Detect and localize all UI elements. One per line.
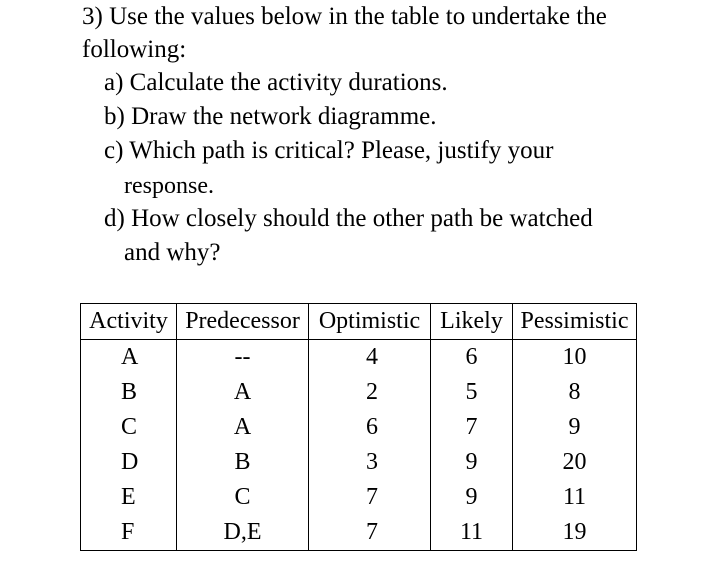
- cell-activity: F: [81, 515, 177, 551]
- cell-activity: A: [81, 340, 177, 376]
- part-b-text: b) Draw the network diagramme.: [104, 103, 437, 130]
- cell-likely: 6: [431, 340, 513, 376]
- table-row: [81, 445, 637, 480]
- cell-predecessor: A: [177, 375, 309, 410]
- table-header-row: [81, 304, 637, 340]
- table-row: [81, 410, 637, 445]
- header-likely: Likely: [431, 304, 513, 340]
- cell-optimistic: 7: [309, 480, 431, 515]
- cell-activity: B: [81, 375, 177, 410]
- header-optimistic: Optimistic: [309, 304, 431, 340]
- cell-likely: 9: [431, 480, 513, 515]
- cell-likely: 5: [431, 375, 513, 410]
- cell-likely: 9: [431, 445, 513, 480]
- activity-table: [80, 303, 637, 551]
- table-row: [81, 515, 637, 551]
- table-row: [81, 480, 637, 515]
- part-d-text-line-2: and why?: [124, 239, 221, 266]
- cell-pessimistic: 11: [513, 480, 637, 515]
- cell-likely: 11: [431, 515, 513, 551]
- question-line-1: 3) Use the values below in the table to undertake the: [82, 3, 607, 30]
- cell-pessimistic: 10: [513, 340, 637, 376]
- cell-activity: E: [81, 480, 177, 515]
- question-line-2: following:: [82, 36, 187, 63]
- cell-pessimistic: 19: [513, 515, 637, 551]
- cell-pessimistic: 9: [513, 410, 637, 445]
- cell-predecessor: D,E: [177, 515, 309, 551]
- part-c-text-line-1: c) Which path is critical? Please, justify your: [104, 137, 554, 164]
- cell-optimistic: 2: [309, 375, 431, 410]
- cell-predecessor: B: [177, 445, 309, 480]
- cell-pessimistic: 8: [513, 375, 637, 410]
- part-c-text-line-2: response.: [124, 173, 214, 199]
- cell-predecessor: A: [177, 410, 309, 445]
- cell-optimistic: 4: [309, 340, 431, 376]
- cell-activity: C: [81, 410, 177, 445]
- cell-activity: D: [81, 445, 177, 480]
- cell-optimistic: 7: [309, 515, 431, 551]
- table-row: [81, 340, 637, 376]
- cell-pessimistic: 20: [513, 445, 637, 480]
- cell-likely: 7: [431, 410, 513, 445]
- header-predecessor: Predecessor: [177, 304, 309, 340]
- cell-predecessor: --: [177, 340, 309, 376]
- table-row: [81, 375, 637, 410]
- cell-optimistic: 3: [309, 445, 431, 480]
- part-d-text-line-1: d) How closely should the other path be watched: [104, 205, 593, 232]
- header-activity: Activity: [81, 304, 177, 340]
- cell-optimistic: 6: [309, 410, 431, 445]
- part-a-text: a) Calculate the activity durations.: [104, 69, 448, 96]
- header-pessimistic: Pessimistic: [513, 304, 637, 340]
- cell-predecessor: C: [177, 480, 309, 515]
